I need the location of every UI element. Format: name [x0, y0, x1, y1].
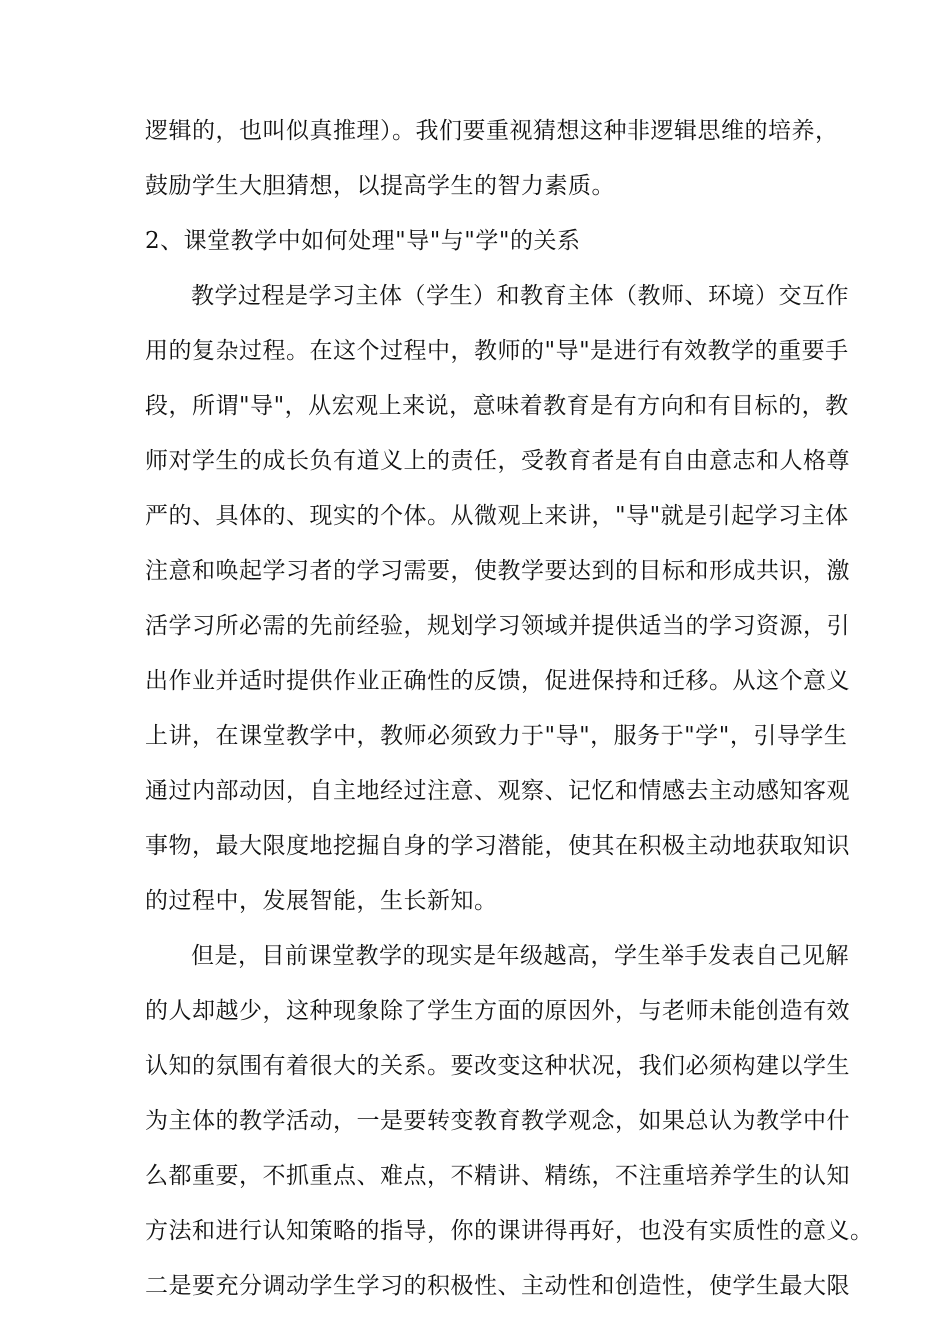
- text-line: 通过内部动因，自主地经过注意、观察、记忆和情感去主动感知客观: [145, 778, 850, 804]
- text-line: 么都重要，不抓重点、难点，不精讲、精练，不注重培养学生的认知: [145, 1163, 850, 1189]
- text-line: 事物，最大限度地挖掘自身的学习潜能，使其在积极主动地获取知识: [145, 833, 850, 859]
- text-line: 方法和进行认知策略的指导，你的课讲得再好，也没有实质性的意义。: [145, 1218, 874, 1244]
- text-line: 二是要充分调动学生学习的积极性、主动性和创造性，使学生最大限: [145, 1273, 850, 1299]
- text-line: 活学习所必需的先前经验，规划学习领域并提供适当的学习资源，引: [145, 613, 850, 639]
- text-line: 用的复杂过程。在这个过程中，教师的"导"是进行有效教学的重要手: [145, 338, 849, 364]
- text-line: 师对学生的成长负有道义上的责任，受教育者是有自由意志和人格尊: [145, 448, 850, 474]
- text-line: 注意和唤起学习者的学习需要，使教学要达到的目标和形成共识，激: [145, 558, 850, 584]
- text-line: 的过程中，发展智能，生长新知。: [145, 888, 498, 914]
- text-line: 的人却越少，这种现象除了学生方面的原因外，与老师未能创造有效: [145, 998, 850, 1024]
- text-line: 严的、具体的、现实的个体。从微观上来讲，"导"就是引起学习主体: [145, 503, 849, 529]
- text-line: 逻辑的，也叫似真推理）。我们要重视猜想这种非逻辑思维的培养，: [145, 118, 839, 144]
- text-line: 为主体的教学活动，一是要转变教育教学观念，如果总认为教学中什: [145, 1108, 850, 1134]
- text-line: 认知的氛围有着很大的关系。要改变这种状况，我们必须构建以学生: [145, 1053, 850, 1079]
- text-line: 鼓励学生大胆猜想，以提高学生的智力素质。: [145, 173, 615, 199]
- paragraph-first-line: 但是，目前课堂教学的现实是年级越高，学生举手发表自己见解: [191, 943, 849, 969]
- section-heading: 2、课堂教学中如何处理"导"与"学"的关系: [145, 228, 581, 254]
- text-line: 出作业并适时提供作业正确性的反馈，促进保持和迁移。从这个意义: [145, 668, 850, 694]
- text-line: 段，所谓"导"，从宏观上来说，意味着教育是有方向和有目标的，教: [145, 393, 849, 419]
- paragraph-first-line: 教学过程是学习主体（学生）和教育主体（教师、环境）交互作: [191, 283, 849, 309]
- text-line: 上讲，在课堂教学中，教师必须致力于"导"，服务于"学"，引导学生: [145, 723, 848, 749]
